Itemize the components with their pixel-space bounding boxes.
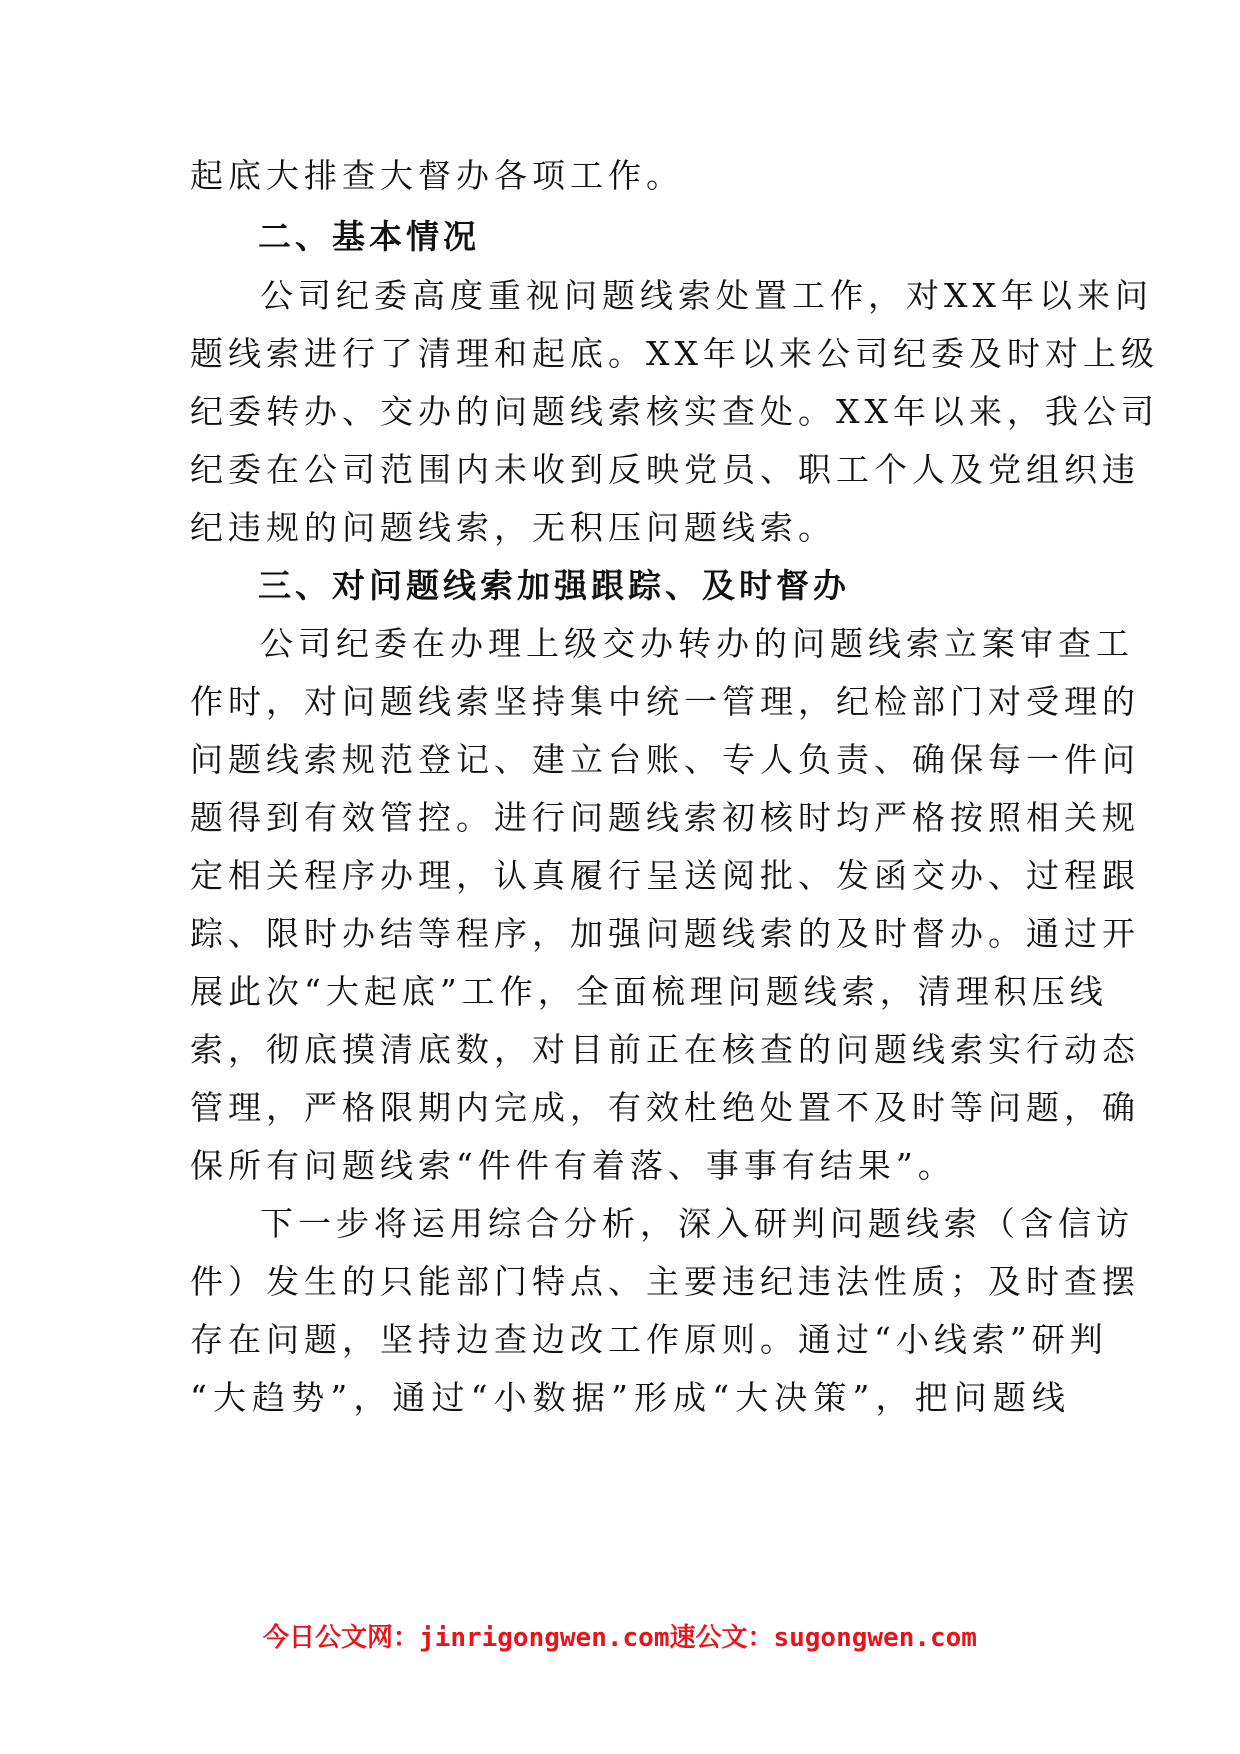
section-3-p1-line-5: 定相关程序办理，认真履行呈送阅批、发函交办、过程跟 xyxy=(190,856,1140,895)
section-3-p1-line-8: 索，彻底摸清底数，对目前正在核查的问题线索实行动态 xyxy=(190,1030,1140,1069)
section-3-p1-line-4: 题得到有效管控。进行问题线索初核时均严格按照相关规 xyxy=(190,798,1140,837)
section-2-line-4: 纪委在公司范围内未收到反映党员、职工个人及党组织违 xyxy=(190,450,1140,489)
section-3-p2-line-4: “大趋势”，通过“小数据”形成“大决策”，把问题线 xyxy=(190,1378,1070,1417)
watermark-footer: 今日公文网：jinrigongwen.com速公文：sugongwen.com xyxy=(263,1623,977,1653)
section-3-p1-line-1: 公司纪委在办理上级交办转办的问题线索立案审查工 xyxy=(260,624,1134,663)
section-3-p2-line-2: 件）发生的只能部门特点、主要违纪违法性质；及时查摆 xyxy=(190,1262,1140,1301)
section-2-line-2: 题线索进行了清理和起底。XX年以来公司纪委及时对上级 xyxy=(190,334,1159,373)
section-2-heading: 二、基本情况 xyxy=(258,217,480,256)
section-3-p1-line-3: 问题线索规范登记、建立台账、专人负责、确保每一件问 xyxy=(190,740,1140,779)
section-2-line-3: 纪委转办、交办的问题线索核实查处。XX年以来，我公司 xyxy=(190,392,1159,431)
section-3-p2-line-3: 存在问题，坚持边查边改工作原则。通过“小线索”研判 xyxy=(190,1320,1108,1359)
section-3-p1-line-6: 踪、限时办结等程序，加强问题线索的及时督办。通过开 xyxy=(190,914,1140,953)
section-2-line-1: 公司纪委高度重视问题线索处置工作，对XX年以来问 xyxy=(260,276,1153,315)
section-3-p1-line-9: 管理，严格限期内完成，有效杜绝处置不及时等问题，确 xyxy=(190,1088,1140,1127)
section-3-p1-line-10: 保所有问题线索“件件有着落、事事有结果”。 xyxy=(190,1146,956,1185)
section-3-p1-line-7: 展此次“大起底”工作，全面梳理问题线索，清理积压线 xyxy=(190,972,1108,1011)
intro-tail-line: 起底大排查大督办各项工作。 xyxy=(190,156,684,195)
section-2-line-5: 纪违规的问题线索，无积压问题线索。 xyxy=(190,508,836,547)
section-3-p1-line-2: 作时，对问题线索坚持集中统一管理，纪检部门对受理的 xyxy=(190,682,1140,721)
section-3-heading: 三、对问题线索加强跟踪、及时督办 xyxy=(258,566,850,605)
section-3-p2-line-1: 下一步将运用综合分析，深入研判问题线索（含信访 xyxy=(260,1204,1134,1243)
